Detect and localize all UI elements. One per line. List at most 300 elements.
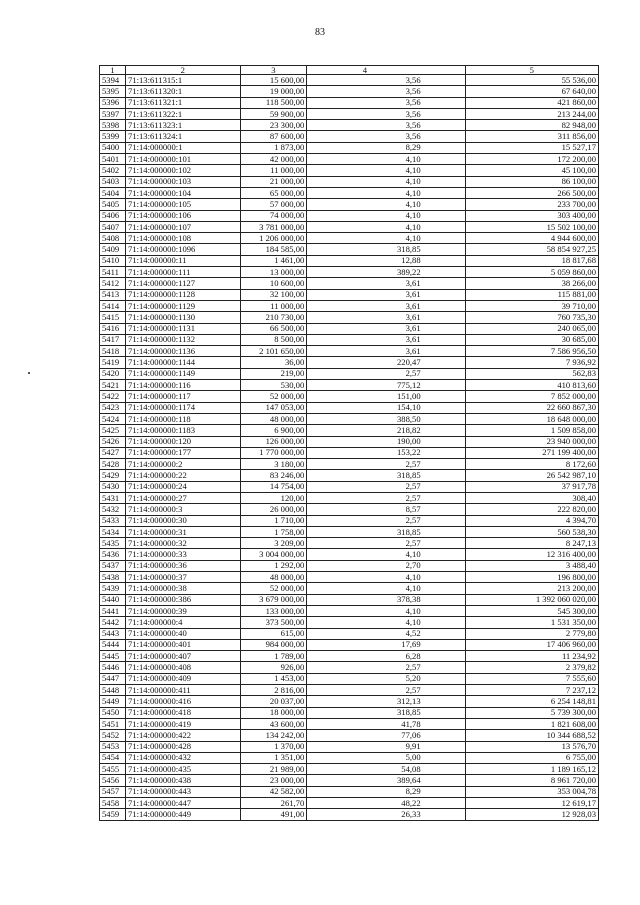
row-number-cell: 5417: [100, 334, 126, 345]
row-number-cell: 5407: [100, 221, 126, 232]
column-header-4: 4: [307, 66, 465, 75]
cadastral-value-table: [99, 65, 599, 821]
rate-cell: 775,12: [307, 380, 465, 391]
cadastral-number-cell: 71:14:000000:1127: [126, 278, 241, 289]
rate-cell: 151,00: [307, 391, 465, 402]
table-body: [100, 75, 599, 821]
cadastral-number-cell: 71:14:000000:27: [126, 492, 241, 503]
area-cell: 6 900,00: [240, 425, 307, 436]
cadastral-number-cell: 71:13:611323:1: [126, 120, 241, 131]
row-number-cell: 5411: [100, 267, 126, 278]
rate-cell: 4,10: [307, 233, 465, 244]
area-cell: 11 000,00: [240, 300, 307, 311]
rate-cell: 153,22: [307, 447, 465, 458]
value-cell: 30 685,00: [465, 334, 598, 345]
table-row: [100, 413, 599, 424]
table-row: [100, 504, 599, 515]
row-number-cell: 5454: [100, 752, 126, 763]
table-row: [100, 436, 599, 447]
row-number-cell: 5396: [100, 97, 126, 108]
rate-cell: 3,56: [307, 120, 465, 131]
row-number-cell: 5436: [100, 549, 126, 560]
rate-cell: 12,88: [307, 255, 465, 266]
table-row: [100, 75, 599, 86]
rate-cell: 4,10: [307, 617, 465, 628]
cadastral-number-cell: 71:14:000000:447: [126, 798, 241, 809]
row-number-cell: 5426: [100, 436, 126, 447]
row-number-cell: 5451: [100, 718, 126, 729]
table-row: [100, 402, 599, 413]
area-cell: 83 246,00: [240, 470, 307, 481]
area-cell: 19 000,00: [240, 86, 307, 97]
cadastral-number-cell: 71:13:611324:1: [126, 131, 241, 142]
rate-cell: 6,28: [307, 651, 465, 662]
area-cell: 1 873,00: [240, 142, 307, 153]
table-row: [100, 199, 599, 210]
cadastral-number-cell: 71:14:000000:1128: [126, 289, 241, 300]
cadastral-number-cell: 71:14:000000:104: [126, 187, 241, 198]
rate-cell: 318,85: [307, 244, 465, 255]
area-cell: 373 500,00: [240, 617, 307, 628]
area-cell: 1 789,00: [240, 651, 307, 662]
table-row: [100, 368, 599, 379]
value-cell: 39 710,00: [465, 300, 598, 311]
table-row: [100, 108, 599, 119]
rate-cell: 2,57: [307, 662, 465, 673]
table-row: [100, 617, 599, 628]
area-cell: 66 500,00: [240, 323, 307, 334]
column-header-3: 3: [240, 66, 307, 75]
table-row: [100, 730, 599, 741]
table-row: [100, 752, 599, 763]
table-row: [100, 696, 599, 707]
row-number-cell: 5424: [100, 413, 126, 424]
area-cell: 261,70: [240, 798, 307, 809]
cadastral-number-cell: 71:14:000000:435: [126, 764, 241, 775]
rate-cell: 3,61: [307, 323, 465, 334]
cadastral-number-cell: 71:14:000000:409: [126, 673, 241, 684]
cadastral-number-cell: 71:14:000000:1183: [126, 425, 241, 436]
cadastral-number-cell: 71:14:000000:1136: [126, 346, 241, 357]
table-row: [100, 628, 599, 639]
table-row: [100, 583, 599, 594]
table-row: [100, 470, 599, 481]
value-cell: 7 586 956,50: [465, 346, 598, 357]
rate-cell: 388,50: [307, 413, 465, 424]
value-cell: 421 860,00: [465, 97, 598, 108]
row-number-cell: 5395: [100, 86, 126, 97]
table-row: [100, 651, 599, 662]
cadastral-number-cell: 71:14:000000:11: [126, 255, 241, 266]
row-number-cell: 5419: [100, 357, 126, 368]
cadastral-number-cell: 71:14:000000:1174: [126, 402, 241, 413]
table-row: [100, 210, 599, 221]
row-number-cell: 5415: [100, 312, 126, 323]
value-cell: 240 065,00: [465, 323, 598, 334]
cadastral-number-cell: 71:14:000000:40: [126, 628, 241, 639]
row-number-cell: 5400: [100, 142, 126, 153]
area-cell: 52 000,00: [240, 391, 307, 402]
rate-cell: 9,91: [307, 741, 465, 752]
area-cell: 1 758,00: [240, 526, 307, 537]
area-cell: 530,00: [240, 380, 307, 391]
value-cell: 5 059 860,00: [465, 267, 598, 278]
row-number-cell: 5405: [100, 199, 126, 210]
row-number-cell: 5432: [100, 504, 126, 515]
value-cell: 410 813,60: [465, 380, 598, 391]
value-cell: 1 509 858,00: [465, 425, 598, 436]
table-row: [100, 244, 599, 255]
value-cell: 213 200,00: [465, 583, 598, 594]
row-number-cell: 5425: [100, 425, 126, 436]
row-number-cell: 5440: [100, 594, 126, 605]
table-row: [100, 233, 599, 244]
area-cell: 184 585,00: [240, 244, 307, 255]
cadastral-number-cell: 71:14:000000:111: [126, 267, 241, 278]
value-cell: 1 189 165,12: [465, 764, 598, 775]
table-header: [100, 66, 599, 75]
rate-cell: 3,56: [307, 75, 465, 86]
value-cell: 67 640,00: [465, 86, 598, 97]
rate-cell: 3,61: [307, 289, 465, 300]
rate-cell: 3,61: [307, 334, 465, 345]
rate-cell: 5,20: [307, 673, 465, 684]
rate-cell: 154,10: [307, 402, 465, 413]
cadastral-number-cell: 71:14:000000:1096: [126, 244, 241, 255]
area-cell: 491,00: [240, 809, 307, 820]
cadastral-number-cell: 71:14:000000:38: [126, 583, 241, 594]
row-number-cell: 5439: [100, 583, 126, 594]
cadastral-number-cell: 71:14:000000:416: [126, 696, 241, 707]
rate-cell: 4,10: [307, 199, 465, 210]
area-cell: 2 816,00: [240, 685, 307, 696]
value-cell: 4 944 600,00: [465, 233, 598, 244]
area-cell: 21 000,00: [240, 176, 307, 187]
area-cell: 1 292,00: [240, 560, 307, 571]
table-row: [100, 526, 599, 537]
area-cell: 48 000,00: [240, 572, 307, 583]
cadastral-number-cell: 71:13:611315:1: [126, 75, 241, 86]
cadastral-number-cell: 71:14:000000:4: [126, 617, 241, 628]
row-number-cell: 5423: [100, 402, 126, 413]
rate-cell: 4,52: [307, 628, 465, 639]
table-row: [100, 391, 599, 402]
cadastral-number-cell: 71:14:000000:101: [126, 154, 241, 165]
value-cell: 1 531 350,00: [465, 617, 598, 628]
table-row: [100, 809, 599, 820]
cadastral-number-cell: 71:14:000000:2: [126, 459, 241, 470]
table-row: [100, 425, 599, 436]
value-cell: 12 619,17: [465, 798, 598, 809]
rate-cell: 389,22: [307, 267, 465, 278]
value-cell: 1 392 060 020,00: [465, 594, 598, 605]
column-header-5: 5: [465, 66, 598, 75]
area-cell: 65 000,00: [240, 187, 307, 198]
rate-cell: 41,78: [307, 718, 465, 729]
cadastral-number-cell: 71:14:000000:108: [126, 233, 241, 244]
cadastral-number-cell: 71:14:000000:39: [126, 605, 241, 616]
table-row: [100, 380, 599, 391]
table-row: [100, 775, 599, 786]
rate-cell: 220,47: [307, 357, 465, 368]
cadastral-number-cell: 71:14:000000:120: [126, 436, 241, 447]
value-cell: 18 648 000,00: [465, 413, 598, 424]
row-number-cell: 5433: [100, 515, 126, 526]
value-cell: 38 266,00: [465, 278, 598, 289]
rate-cell: 3,61: [307, 346, 465, 357]
rate-cell: 4,10: [307, 583, 465, 594]
value-cell: 311 856,00: [465, 131, 598, 142]
rate-cell: 4,10: [307, 187, 465, 198]
row-number-cell: 5457: [100, 786, 126, 797]
cadastral-number-cell: 71:14:000000:428: [126, 741, 241, 752]
area-cell: 43 600,00: [240, 718, 307, 729]
value-cell: 213 244,00: [465, 108, 598, 119]
row-number-cell: 5448: [100, 685, 126, 696]
row-number-cell: 5412: [100, 278, 126, 289]
row-number-cell: 5449: [100, 696, 126, 707]
value-cell: 45 100,00: [465, 165, 598, 176]
cadastral-number-cell: 71:14:000000:116: [126, 380, 241, 391]
rate-cell: 2,57: [307, 368, 465, 379]
value-cell: 1 821 608,00: [465, 718, 598, 729]
area-cell: 74 000,00: [240, 210, 307, 221]
cadastral-number-cell: 71:14:000000:419: [126, 718, 241, 729]
rate-cell: 2,57: [307, 492, 465, 503]
rate-cell: 4,10: [307, 210, 465, 221]
area-cell: 87 600,00: [240, 131, 307, 142]
row-number-cell: 5441: [100, 605, 126, 616]
cadastral-number-cell: 71:14:000000:102: [126, 165, 241, 176]
cadastral-number-cell: 71:13:611320:1: [126, 86, 241, 97]
table-row: [100, 572, 599, 583]
area-cell: 23 000,00: [240, 775, 307, 786]
value-cell: 37 917,78: [465, 481, 598, 492]
margin-dot: [28, 372, 30, 374]
row-number-cell: 5413: [100, 289, 126, 300]
table-row: [100, 357, 599, 368]
row-number-cell: 5453: [100, 741, 126, 752]
value-cell: 222 820,00: [465, 504, 598, 515]
area-cell: 36,00: [240, 357, 307, 368]
table-row: [100, 312, 599, 323]
rate-cell: 4,10: [307, 549, 465, 560]
area-cell: 42 000,00: [240, 154, 307, 165]
cadastral-number-cell: 71:14:000000:105: [126, 199, 241, 210]
value-cell: 308,40: [465, 492, 598, 503]
value-cell: 17 406 960,00: [465, 639, 598, 650]
row-number-cell: 5427: [100, 447, 126, 458]
rate-cell: 54,08: [307, 764, 465, 775]
table-row: [100, 538, 599, 549]
rate-cell: 2,57: [307, 459, 465, 470]
value-cell: 4 394,70: [465, 515, 598, 526]
row-number-cell: 5418: [100, 346, 126, 357]
row-number-cell: 5456: [100, 775, 126, 786]
value-cell: 55 536,00: [465, 75, 598, 86]
table-row: [100, 221, 599, 232]
table-row: [100, 492, 599, 503]
value-cell: 82 948,00: [465, 120, 598, 131]
table-row: [100, 97, 599, 108]
area-cell: 20 037,00: [240, 696, 307, 707]
area-cell: 1 770 000,00: [240, 447, 307, 458]
rate-cell: 318,85: [307, 707, 465, 718]
area-cell: 1 453,00: [240, 673, 307, 684]
area-cell: 210 730,00: [240, 312, 307, 323]
row-number-cell: 5437: [100, 560, 126, 571]
value-cell: 86 100,00: [465, 176, 598, 187]
row-number-cell: 5447: [100, 673, 126, 684]
rate-cell: 2,57: [307, 538, 465, 549]
area-cell: 120,00: [240, 492, 307, 503]
value-cell: 6 755,00: [465, 752, 598, 763]
table-row: [100, 639, 599, 650]
rate-cell: 2,70: [307, 560, 465, 571]
value-cell: 8 961 720,00: [465, 775, 598, 786]
value-cell: 5 739 300,00: [465, 707, 598, 718]
cadastral-number-cell: 71:14:000000:36: [126, 560, 241, 571]
area-cell: 984 000,00: [240, 639, 307, 650]
cadastral-number-cell: 71:14:000000:177: [126, 447, 241, 458]
value-cell: 7 555,60: [465, 673, 598, 684]
row-number-cell: 5414: [100, 300, 126, 311]
cadastral-number-cell: 71:14:000000:117: [126, 391, 241, 402]
cadastral-number-cell: 71:14:000000:1131: [126, 323, 241, 334]
area-cell: 48 000,00: [240, 413, 307, 424]
cadastral-number-cell: 71:14:000000:24: [126, 481, 241, 492]
area-cell: 1 710,00: [240, 515, 307, 526]
value-cell: 353 004,78: [465, 786, 598, 797]
area-cell: 26 000,00: [240, 504, 307, 515]
table-row: [100, 447, 599, 458]
area-cell: 1 206 000,00: [240, 233, 307, 244]
area-cell: 2 101 650,00: [240, 346, 307, 357]
cadastral-number-cell: 71:14:000000:418: [126, 707, 241, 718]
cadastral-number-cell: 71:14:000000:32: [126, 538, 241, 549]
row-number-cell: 5406: [100, 210, 126, 221]
row-number-cell: 5458: [100, 798, 126, 809]
value-cell: 266 500,00: [465, 187, 598, 198]
area-cell: 10 600,00: [240, 278, 307, 289]
value-cell: 13 576,70: [465, 741, 598, 752]
area-cell: 147 053,00: [240, 402, 307, 413]
rate-cell: 26,33: [307, 809, 465, 820]
table-row: [100, 187, 599, 198]
value-cell: 58 854 927,25: [465, 244, 598, 255]
value-cell: 15 527,17: [465, 142, 598, 153]
rate-cell: 48,22: [307, 798, 465, 809]
value-cell: 233 700,00: [465, 199, 598, 210]
cadastral-number-cell: 71:14:000000:386: [126, 594, 241, 605]
row-number-cell: 5410: [100, 255, 126, 266]
rate-cell: 3,56: [307, 108, 465, 119]
value-cell: 545 300,00: [465, 605, 598, 616]
area-cell: 23 300,00: [240, 120, 307, 131]
rate-cell: 17,69: [307, 639, 465, 650]
area-cell: 21 989,00: [240, 764, 307, 775]
row-number-cell: 5394: [100, 75, 126, 86]
row-number-cell: 5431: [100, 492, 126, 503]
rate-cell: 3,56: [307, 86, 465, 97]
column-header-1: 1: [100, 66, 126, 75]
area-cell: 118 500,00: [240, 97, 307, 108]
rate-cell: 312,13: [307, 696, 465, 707]
rate-cell: 4,10: [307, 572, 465, 583]
cadastral-number-cell: 71:13:611321:1: [126, 97, 241, 108]
value-cell: 15 502 100,00: [465, 221, 598, 232]
area-cell: 134 242,00: [240, 730, 307, 741]
table-row: [100, 300, 599, 311]
table-row: [100, 142, 599, 153]
value-cell: 7 852 000,00: [465, 391, 598, 402]
cadastral-number-cell: 71:14:000000:1129: [126, 300, 241, 311]
cadastral-number-cell: 71:14:000000:1: [126, 142, 241, 153]
cadastral-number-cell: 71:14:000000:33: [126, 549, 241, 560]
area-cell: 219,00: [240, 368, 307, 379]
value-cell: 303 400,00: [465, 210, 598, 221]
table-row: [100, 685, 599, 696]
rate-cell: 3,61: [307, 278, 465, 289]
rate-cell: 77,06: [307, 730, 465, 741]
value-cell: 11 234,92: [465, 651, 598, 662]
page-number: 83: [315, 27, 325, 38]
table-row: [100, 289, 599, 300]
cadastral-number-cell: 71:14:000000:1130: [126, 312, 241, 323]
area-cell: 14 754,00: [240, 481, 307, 492]
rate-cell: 4,10: [307, 165, 465, 176]
rate-cell: 389,64: [307, 775, 465, 786]
table-row: [100, 560, 599, 571]
cadastral-number-cell: 71:14:000000:432: [126, 752, 241, 763]
table-row: [100, 594, 599, 605]
rate-cell: 8,57: [307, 504, 465, 515]
rate-cell: 3,56: [307, 131, 465, 142]
table-row: [100, 459, 599, 470]
area-cell: 42 582,00: [240, 786, 307, 797]
area-cell: 11 000,00: [240, 165, 307, 176]
row-number-cell: 5445: [100, 651, 126, 662]
value-cell: 172 200,00: [465, 154, 598, 165]
table-row: [100, 673, 599, 684]
area-cell: 8 500,00: [240, 334, 307, 345]
area-cell: 133 000,00: [240, 605, 307, 616]
area-cell: 926,00: [240, 662, 307, 673]
value-cell: 6 254 148,81: [465, 696, 598, 707]
rate-cell: 5,00: [307, 752, 465, 763]
row-number-cell: 5399: [100, 131, 126, 142]
area-cell: 52 000,00: [240, 583, 307, 594]
row-number-cell: 5435: [100, 538, 126, 549]
row-number-cell: 5422: [100, 391, 126, 402]
value-cell: 7 936,92: [465, 357, 598, 368]
table-row: [100, 154, 599, 165]
value-cell: 115 881,00: [465, 289, 598, 300]
rate-cell: 2,57: [307, 481, 465, 492]
cadastral-number-cell: 71:14:000000:422: [126, 730, 241, 741]
cadastral-number-cell: 71:14:000000:30: [126, 515, 241, 526]
value-cell: 3 488,40: [465, 560, 598, 571]
value-cell: 10 344 688,52: [465, 730, 598, 741]
table-row: [100, 334, 599, 345]
cadastral-number-cell: 71:14:000000:103: [126, 176, 241, 187]
row-number-cell: 5404: [100, 187, 126, 198]
rate-cell: 4,10: [307, 176, 465, 187]
value-cell: 26 542 987,10: [465, 470, 598, 481]
table-row: [100, 346, 599, 357]
value-cell: 562,83: [465, 368, 598, 379]
area-cell: 59 900,00: [240, 108, 307, 119]
